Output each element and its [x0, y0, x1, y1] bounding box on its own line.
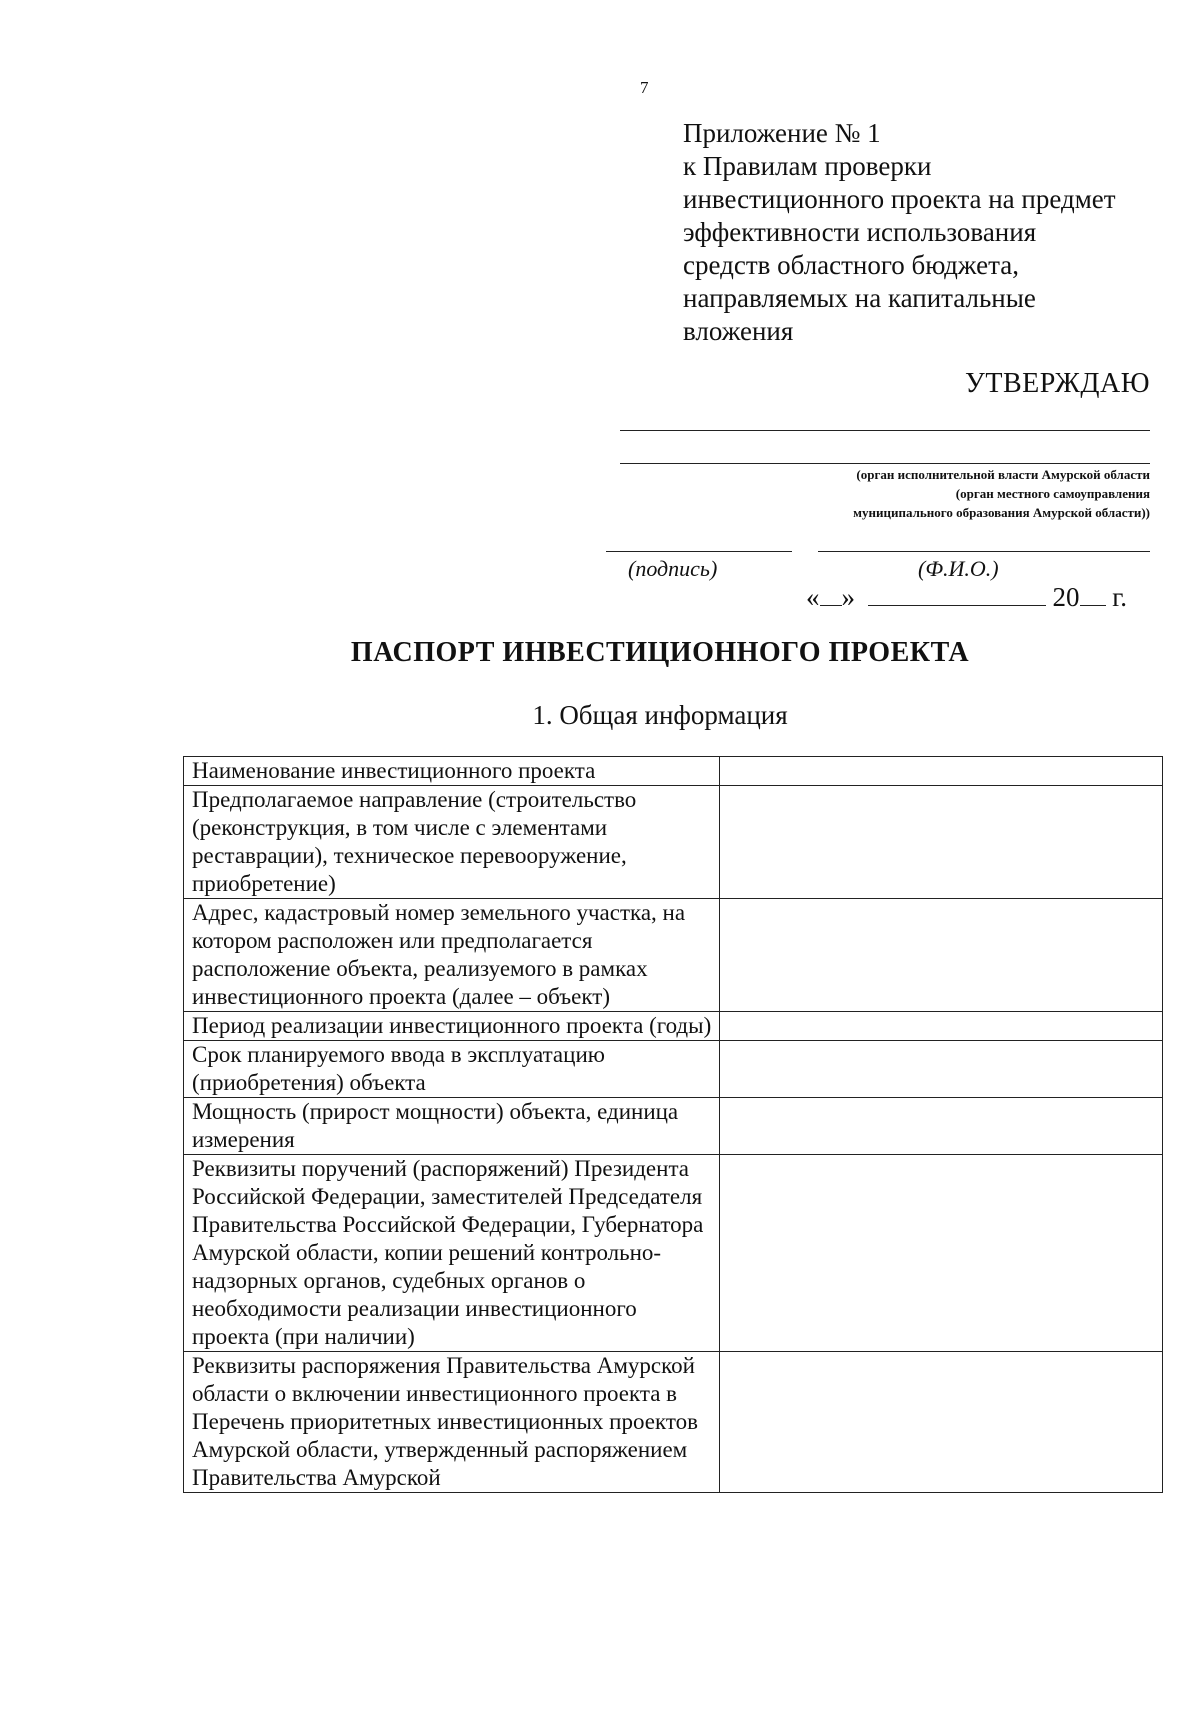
approval-heading: УТВЕРЖДАЮ: [965, 368, 1150, 399]
appendix-line: к Правилам проверки: [683, 151, 932, 181]
approval-date: [806, 582, 1127, 613]
row-label: Срок планируемого ввода в эксплуатацию (приобретения) объекта: [184, 1041, 720, 1098]
table-row: [184, 1012, 1163, 1041]
day-blank: [820, 583, 842, 606]
signature-blank-line: [606, 551, 792, 552]
page-number: 7: [640, 78, 649, 97]
row-value: [719, 1352, 1162, 1493]
table-row: [184, 899, 1163, 1012]
row-value: [719, 1041, 1162, 1098]
row-value: [719, 786, 1162, 899]
table-row: [184, 1352, 1163, 1493]
appendix-line: инвестиционного проекта на предмет: [683, 184, 1116, 214]
table-row: [184, 786, 1163, 899]
row-value: [719, 1155, 1162, 1352]
table-row: [184, 1098, 1163, 1155]
row-value: [719, 1012, 1162, 1041]
appendix-line: эффективности использования: [683, 217, 1037, 247]
date-close-quote: »: [841, 582, 855, 612]
row-value: [719, 757, 1162, 786]
date-open-quote: «: [806, 582, 820, 612]
row-label: Мощность (прирост мощности) объекта, единица измерения: [184, 1098, 720, 1155]
appendix-note: [683, 117, 1153, 348]
appendix-line: средств областного бюджета,: [683, 250, 1019, 280]
appendix-line: направляемых на капитальные: [683, 283, 1036, 313]
row-value: [719, 899, 1162, 1012]
row-value: [719, 1098, 1162, 1155]
row-label: Адрес, кадастровый номер земельного участка, на котором расположен или предполагается расположение объекта, реализуемого в рамках инвестиционного проекта (далее – объект): [184, 899, 720, 1012]
authority-line: (орган исполнительной власти Амурской области: [856, 467, 1150, 482]
name-label: (Ф.И.О.): [918, 556, 999, 581]
section-title: 1. Общая информация: [532, 700, 788, 730]
approver-blank-line: [620, 463, 1150, 464]
approver-blank-line: [620, 430, 1150, 431]
row-label: Наименование инвестиционного проекта: [184, 757, 720, 786]
document-title: ПАСПОРТ ИНВЕСТИЦИОННОГО ПРОЕКТА: [350, 637, 970, 668]
passport-table: [183, 756, 1163, 1493]
table-row: [184, 1155, 1163, 1352]
authority-line: (орган местного самоуправления: [955, 486, 1150, 501]
appendix-line: вложения: [683, 316, 794, 346]
row-label: Предполагаемое направление (строительство (реконструкция, в том числе с элементами реставрации), техническое перевооружение, приобретение): [184, 786, 720, 899]
authority-line: муниципального образования Амурской области)): [853, 505, 1150, 520]
year-blank: [1080, 583, 1106, 606]
year-suffix: г.: [1112, 582, 1128, 612]
name-blank-line: [818, 551, 1150, 552]
year-prefix: 20: [1052, 582, 1080, 612]
signature-label: (подпись): [628, 556, 718, 581]
row-label: Реквизиты поручений (распоряжений) Президента Российской Федерации, заместителей Председателя Правительства Российской Федерации, Губернатора Амурской области, копии решений контрольно-надзорных органов, судебных органов о необходимости реализации инвестиционного проекта (при наличии): [184, 1155, 720, 1352]
table-row: [184, 757, 1163, 786]
row-label: Период реализации инвестиционного проекта (годы): [184, 1012, 720, 1041]
table-row: [184, 1041, 1163, 1098]
month-blank: [868, 583, 1046, 606]
appendix-line: Приложение № 1: [683, 118, 881, 148]
row-label: Реквизиты распоряжения Правительства Амурской области о включении инвестиционного проекта в Перечень приоритетных инвестиционных проектов Амурской области, утвержденный распоряжением Правительства Амурской: [184, 1352, 720, 1493]
authority-caption: [853, 465, 1150, 522]
